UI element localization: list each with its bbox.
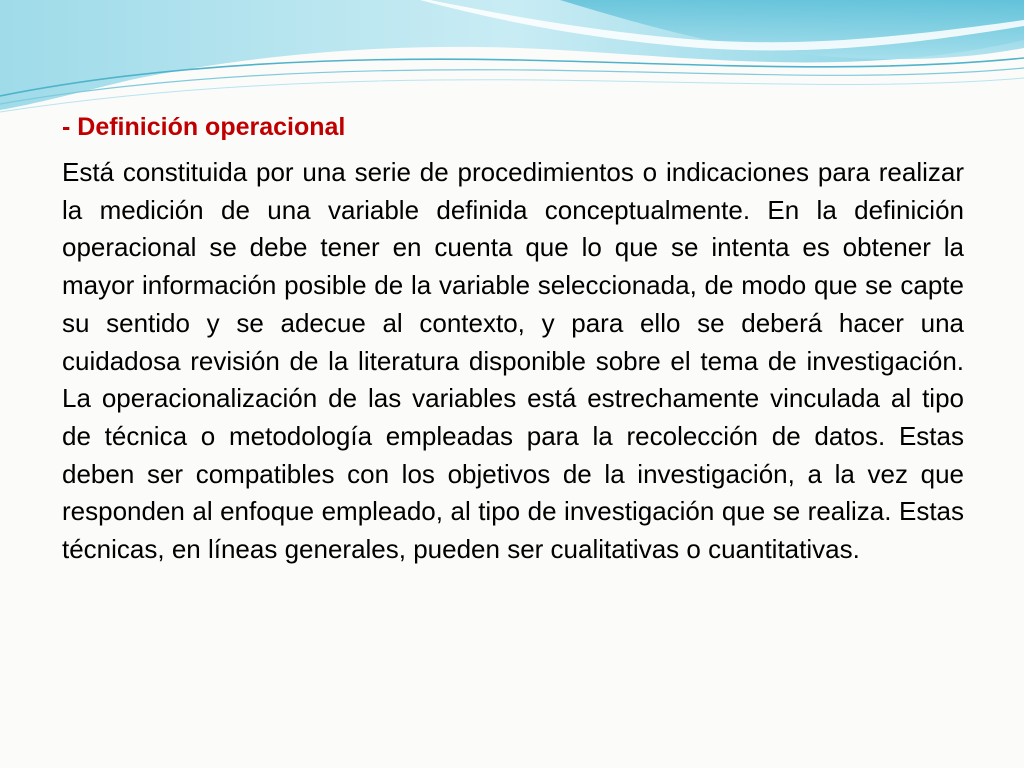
slide-heading: - Definición operacional (62, 113, 346, 141)
slide-content (62, 108, 979, 569)
slide-body-text: Está constituida por una serie de procedimientos o indicaciones para realizar la medición de una variable definida conceptualmente. En la definición operacional se debe tener en cuenta que lo que se intenta es obtener la mayor información posible de la variable seleccionada, de modo que se capte su sentido y se adecue al contexto, y para ello se deberá hacer una cuidadosa revisión de la literatura disponible sobre el tema de investigación. La operacionalización de las variables está estrechamente vinculada al tipo de técnica o metodología empleadas para la recolección de datos. Estas deben ser compatibles con los objetivos de la investigación, a la vez que responden al enfoque empleado, al tipo de investigación que se realiza. Estas técnicas, en líneas generales, pueden ser cualitativas o cuantitativas. (62, 157, 979, 565)
header-wave-decoration (0, 0, 1024, 125)
